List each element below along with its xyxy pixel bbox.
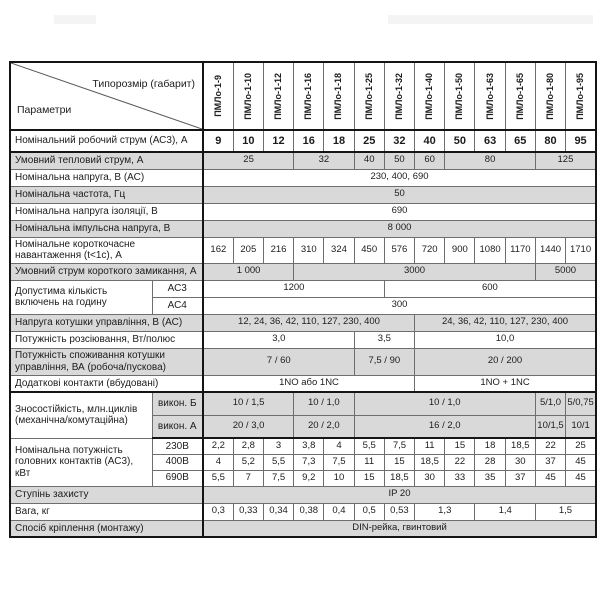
column-header-label: ПМЛо-1-65 bbox=[514, 72, 525, 120]
value-cell: 600 bbox=[384, 280, 596, 297]
value-cell: 10 / 1,5 bbox=[203, 392, 294, 415]
value-cell: 5/0,75 bbox=[566, 392, 596, 415]
value-cell: 0,4 bbox=[324, 503, 354, 520]
column-header-label: ПМЛо-1-50 bbox=[454, 72, 465, 120]
column-header bbox=[475, 62, 505, 130]
column-header bbox=[294, 62, 324, 130]
value-cell: 9,2 bbox=[294, 470, 324, 486]
row-group-label: Зносостійкість, млн.циклів (механічна/комутаційна) bbox=[10, 392, 152, 438]
value-cell: 7,3 bbox=[294, 454, 324, 470]
value-cell: 10/1,5 bbox=[535, 415, 565, 438]
value-cell: 25 bbox=[203, 152, 294, 169]
diagonal-line-icon bbox=[11, 63, 202, 129]
value-cell: 30 bbox=[505, 454, 535, 470]
value-cell: 0,5 bbox=[354, 503, 384, 520]
value-cell: 5,5 bbox=[203, 470, 233, 486]
value-cell: 4 bbox=[203, 454, 233, 470]
row-sublabel: АС4 bbox=[152, 297, 203, 314]
value-cell: 3,8 bbox=[294, 438, 324, 454]
value-cell: 60 bbox=[415, 152, 445, 169]
value-cell: 5/1,0 bbox=[535, 392, 565, 415]
value-cell: 7,5 bbox=[324, 454, 354, 470]
scan-artifact bbox=[54, 15, 96, 24]
value-cell: 5000 bbox=[535, 263, 596, 280]
row-sublabel: 230В bbox=[152, 438, 203, 454]
table-row bbox=[10, 375, 596, 392]
value-cell: 0,34 bbox=[263, 503, 293, 520]
corner-top-label: Типорозмір (габарит) bbox=[92, 78, 195, 90]
value-cell: 45 bbox=[566, 470, 596, 486]
value-cell: 1,4 bbox=[475, 503, 535, 520]
column-header-label: ПМЛо-1-80 bbox=[545, 72, 556, 120]
row-label: Потужність розсіювання, Вт/полюс bbox=[10, 331, 203, 348]
value-cell: 7,5 bbox=[263, 470, 293, 486]
value-cell: 18 bbox=[324, 130, 354, 152]
value-cell: DIN-рейка, гвинтовий bbox=[203, 520, 596, 537]
value-cell: 45 bbox=[566, 454, 596, 470]
value-cell: 0,38 bbox=[294, 503, 324, 520]
value-cell: 10 bbox=[233, 130, 263, 152]
table-row bbox=[10, 392, 596, 415]
column-header bbox=[566, 62, 596, 130]
value-cell: 9 bbox=[203, 130, 233, 152]
value-cell: 576 bbox=[384, 237, 414, 263]
value-cell: 16 / 2,0 bbox=[354, 415, 535, 438]
row-label: Ступінь захисту bbox=[10, 486, 203, 503]
value-cell: 1,3 bbox=[415, 503, 475, 520]
row-label: Номінальна напруга ізоляції, В bbox=[10, 203, 203, 220]
column-header bbox=[263, 62, 293, 130]
table-row bbox=[10, 152, 596, 169]
value-cell: 35 bbox=[475, 470, 505, 486]
row-sublabel: 690В bbox=[152, 470, 203, 486]
table-row bbox=[10, 348, 596, 375]
row-sublabel: 400В bbox=[152, 454, 203, 470]
column-header-label: ПМЛо-1-18 bbox=[333, 72, 344, 120]
value-cell: 5,5 bbox=[263, 454, 293, 470]
value-cell: 22 bbox=[445, 454, 475, 470]
value-cell: 10,0 bbox=[415, 331, 596, 348]
value-cell: 11 bbox=[415, 438, 445, 454]
value-cell: 4 bbox=[324, 438, 354, 454]
value-cell: 216 bbox=[263, 237, 293, 263]
value-cell: 33 bbox=[445, 470, 475, 486]
table-row bbox=[10, 169, 596, 186]
value-cell: 310 bbox=[294, 237, 324, 263]
value-cell: 5,5 bbox=[354, 438, 384, 454]
value-cell: 65 bbox=[505, 130, 535, 152]
value-cell: 10 / 1,0 bbox=[354, 392, 535, 415]
value-cell: 25 bbox=[566, 438, 596, 454]
value-cell: 8 000 bbox=[203, 220, 596, 237]
value-cell: 18,5 bbox=[505, 438, 535, 454]
row-sublabel: викон. А bbox=[152, 415, 203, 438]
value-cell: 50 bbox=[445, 130, 475, 152]
value-cell: 7 / 60 bbox=[203, 348, 354, 375]
value-cell: 37 bbox=[535, 454, 565, 470]
row-label: Вага, кг bbox=[10, 503, 203, 520]
value-cell: 10 / 1,0 bbox=[294, 392, 354, 415]
value-cell: 40 bbox=[354, 152, 384, 169]
column-header-label: ПМЛо-1-12 bbox=[273, 72, 284, 120]
column-header-label: ПМЛо-1-16 bbox=[303, 72, 314, 120]
table-row bbox=[10, 314, 596, 331]
value-cell: 80 bbox=[445, 152, 536, 169]
value-cell: IP 20 bbox=[203, 486, 596, 503]
row-label: Потужність споживання котушки управління, ВА (робоча/пускова) bbox=[10, 348, 203, 375]
table-row bbox=[10, 220, 596, 237]
column-header bbox=[203, 62, 233, 130]
value-cell: 3 bbox=[263, 438, 293, 454]
value-cell: 300 bbox=[203, 297, 596, 314]
column-header bbox=[415, 62, 445, 130]
value-cell: 720 bbox=[415, 237, 445, 263]
table-row bbox=[10, 438, 596, 454]
column-header bbox=[384, 62, 414, 130]
value-cell: 324 bbox=[324, 237, 354, 263]
table-row bbox=[10, 263, 596, 280]
value-cell: 690 bbox=[203, 203, 596, 220]
row-label: Номінальна напруга, В (АС) bbox=[10, 169, 203, 186]
value-cell: 1NO або 1NC bbox=[203, 375, 415, 392]
value-cell: 25 bbox=[354, 130, 384, 152]
row-group-label: Допустима кількість включень на годину bbox=[10, 280, 152, 314]
row-label: Номінальна імпульсна напруга, В bbox=[10, 220, 203, 237]
header-row bbox=[10, 62, 596, 130]
row-sublabel: АС3 bbox=[152, 280, 203, 297]
value-cell: 7 bbox=[233, 470, 263, 486]
column-header-label: ПМЛо-1-25 bbox=[363, 72, 374, 120]
table-row bbox=[10, 280, 596, 297]
value-cell: 3,0 bbox=[203, 331, 354, 348]
value-cell: 20 / 3,0 bbox=[203, 415, 294, 438]
value-cell: 15 bbox=[354, 470, 384, 486]
value-cell: 10 bbox=[324, 470, 354, 486]
value-cell: 24, 36, 42, 110, 127, 230, 400 bbox=[415, 314, 596, 331]
column-header-label: ПМЛо-1-40 bbox=[424, 72, 435, 120]
value-cell: 7,5 / 90 bbox=[354, 348, 414, 375]
column-header-label: ПМЛо-1-95 bbox=[575, 72, 586, 120]
value-cell: 1710 bbox=[566, 237, 596, 263]
value-cell: 0,33 bbox=[233, 503, 263, 520]
value-cell: 80 bbox=[535, 130, 565, 152]
table-row bbox=[10, 130, 596, 152]
value-cell: 1200 bbox=[203, 280, 384, 297]
value-cell: 20 / 2,0 bbox=[294, 415, 354, 438]
value-cell: 95 bbox=[566, 130, 596, 152]
value-cell: 30 bbox=[415, 470, 445, 486]
value-cell: 205 bbox=[233, 237, 263, 263]
row-label: Додаткові контакти (вбудовані) bbox=[10, 375, 203, 392]
row-sublabel: викон. Б bbox=[152, 392, 203, 415]
column-header bbox=[324, 62, 354, 130]
value-cell: 10/1 bbox=[566, 415, 596, 438]
value-cell: 32 bbox=[294, 152, 354, 169]
table-row bbox=[10, 331, 596, 348]
row-label: Умовний тепловий струм, А bbox=[10, 152, 203, 169]
value-cell: 15 bbox=[384, 454, 414, 470]
row-label: Напруга котушки управління, В (АС) bbox=[10, 314, 203, 331]
column-header bbox=[233, 62, 263, 130]
value-cell: 16 bbox=[294, 130, 324, 152]
value-cell: 3000 bbox=[294, 263, 536, 280]
table-row bbox=[10, 186, 596, 203]
value-cell: 900 bbox=[445, 237, 475, 263]
value-cell: 40 bbox=[415, 130, 445, 152]
table-row bbox=[10, 203, 596, 220]
column-header-label: ПМЛо-1-9 bbox=[212, 75, 223, 117]
column-header bbox=[535, 62, 565, 130]
value-cell: 1440 bbox=[535, 237, 565, 263]
value-cell: 18 bbox=[475, 438, 505, 454]
column-header bbox=[505, 62, 535, 130]
value-cell: 230, 400, 690 bbox=[203, 169, 596, 186]
column-header-label: ПМЛо-1-63 bbox=[484, 72, 495, 120]
value-cell: 1,5 bbox=[535, 503, 596, 520]
value-cell: 162 bbox=[203, 237, 233, 263]
row-label: Номінальне короткочасне навантаження (t<1c), А bbox=[10, 237, 203, 263]
value-cell: 450 bbox=[354, 237, 384, 263]
value-cell: 0,53 bbox=[384, 503, 414, 520]
row-group-label: Номінальна потужність головних контактів (АС3), кВт bbox=[10, 438, 152, 486]
table-corner-cell bbox=[10, 62, 203, 130]
value-cell: 125 bbox=[535, 152, 596, 169]
column-header bbox=[445, 62, 475, 130]
value-cell: 1170 bbox=[505, 237, 535, 263]
value-cell: 0,3 bbox=[203, 503, 233, 520]
value-cell: 11 bbox=[354, 454, 384, 470]
row-label: Номінальна частота, Гц bbox=[10, 186, 203, 203]
value-cell: 37 bbox=[505, 470, 535, 486]
spec-table-body bbox=[10, 130, 596, 537]
value-cell: 7,5 bbox=[384, 438, 414, 454]
spec-table bbox=[9, 61, 597, 538]
column-header-label: ПМЛо-1-32 bbox=[393, 72, 404, 120]
value-cell: 1080 bbox=[475, 237, 505, 263]
row-label: Спосіб кріплення (монтажу) bbox=[10, 520, 203, 537]
value-cell: 50 bbox=[203, 186, 596, 203]
column-header bbox=[354, 62, 384, 130]
value-cell: 18,5 bbox=[384, 470, 414, 486]
value-cell: 15 bbox=[445, 438, 475, 454]
row-label: Номінальний робочий струм (АС3), А bbox=[10, 130, 203, 152]
table-row bbox=[10, 237, 596, 263]
corner-bottom-label: Параметри bbox=[17, 103, 72, 116]
table-row bbox=[10, 486, 596, 503]
value-cell: 63 bbox=[475, 130, 505, 152]
value-cell: 3,5 bbox=[354, 331, 414, 348]
row-label: Умовний струм короткого замикання, А bbox=[10, 263, 203, 280]
value-cell: 12 bbox=[263, 130, 293, 152]
table-row bbox=[10, 503, 596, 520]
value-cell: 45 bbox=[535, 470, 565, 486]
value-cell: 50 bbox=[384, 152, 414, 169]
value-cell: 28 bbox=[475, 454, 505, 470]
value-cell: 22 bbox=[535, 438, 565, 454]
value-cell: 5,2 bbox=[233, 454, 263, 470]
value-cell: 18,5 bbox=[415, 454, 445, 470]
value-cell: 32 bbox=[384, 130, 414, 152]
table-row bbox=[10, 520, 596, 537]
value-cell: 1 000 bbox=[203, 263, 294, 280]
value-cell: 12, 24, 36, 42, 110, 127, 230, 400 bbox=[203, 314, 415, 331]
value-cell: 1NO + 1NC bbox=[415, 375, 596, 392]
value-cell: 2,2 bbox=[203, 438, 233, 454]
value-cell: 2,8 bbox=[233, 438, 263, 454]
value-cell: 20 / 200 bbox=[415, 348, 596, 375]
scan-artifact bbox=[388, 15, 593, 24]
column-header-label: ПМЛо-1-10 bbox=[242, 72, 253, 120]
